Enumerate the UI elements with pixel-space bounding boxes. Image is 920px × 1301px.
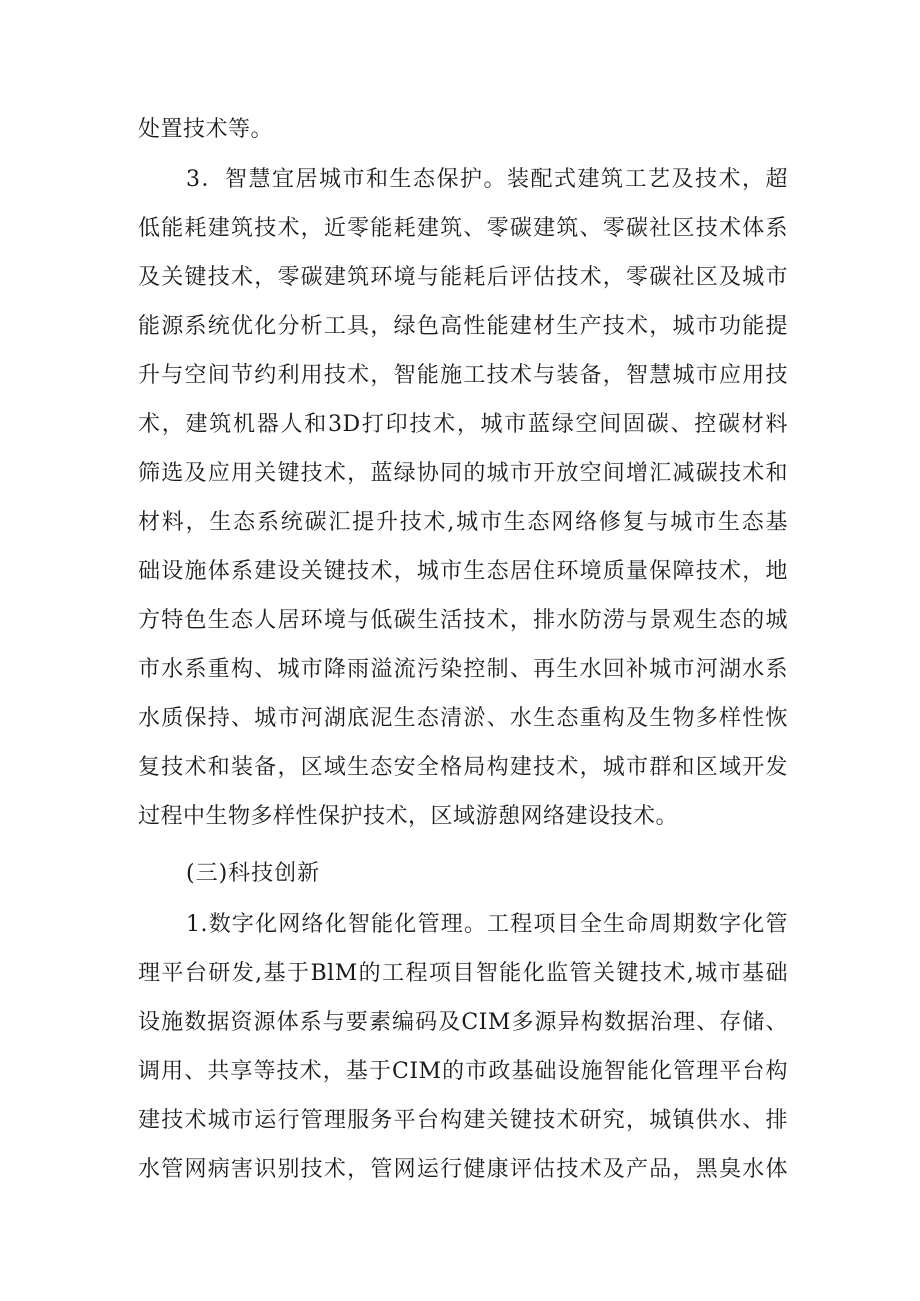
paragraph-line: 市水系重构、城市降雨溢流污染控制、再生水回补城市河湖水系	[138, 657, 788, 682]
paragraph-line: 水质保持、城市河湖底泥生态清淤、水生态重构及生物多样性恢	[138, 706, 788, 731]
paragraph-line: 术，建筑机器人和3D打印技术，城市蓝绿空间固碳、控碳材料	[138, 412, 788, 437]
paragraph-line: 方特色生态人居环境与低碳生活技术，排水防涝与景观生态的城	[138, 608, 788, 633]
paragraph-line: 水管网病害识别技术，管网运行健康评估技术及产品，黑臭水体	[138, 1157, 788, 1182]
paragraph-line: 3．智慧宜居城市和生态保护。装配式建筑工艺及技术，超	[186, 167, 788, 192]
paragraph-line: 复技术和装备，区域生态安全格局构建技术，城市群和区域开发	[138, 755, 788, 780]
paragraph-line: 能源系统优化分析工具，绿色高性能建材生产技术，城市功能提	[138, 314, 788, 339]
paragraph-line: 设施数据资源体系与要素编码及CIM多源异构数据治理、存储、	[138, 1010, 788, 1035]
paragraph-line: 理平台研发,基于BlM的工程项目智能化监管关键技术,城市基础	[138, 961, 788, 986]
paragraph-line: 及关键技术，零碳建筑环境与能耗后评估技术，零碳社区及城市	[138, 265, 788, 290]
paragraph-line: 调用、共享等技术，基于CIM的市政基础设施智能化管理平台构	[138, 1059, 788, 1084]
paragraph-line: 筛选及应用关键技术，蓝绿协同的城市开放空间增汇减碳技术和	[138, 461, 788, 486]
paragraph-line: 础设施体系建设关键技术，城市生态居住环境质量保障技术，地	[138, 559, 788, 584]
paragraph-line: 升与空间节约利用技术，智能施工技术与装备，智慧城市应用技	[138, 363, 788, 388]
paragraph-line: 1.数字化网络化智能化管理。工程项目全生命周期数字化管	[186, 912, 788, 937]
paragraph-line: 低能耗建筑技术，近零能耗建筑、零碳建筑、零碳社区技术体系	[138, 216, 788, 241]
paragraph-line: 建技术城市运行管理服务平台构建关键技术研究，城镇供水、排	[138, 1108, 788, 1133]
paragraph-line: 材料，生态系统碳汇提升技术,城市生态网络修复与城市生态基	[138, 510, 788, 535]
paragraph-tail-line: 处置技术等。	[138, 117, 274, 142]
section-heading: (三)科技创新	[186, 861, 321, 886]
paragraph-line: 过程中生物多样性保护技术，区域游憩网络建设技术。	[138, 804, 679, 829]
